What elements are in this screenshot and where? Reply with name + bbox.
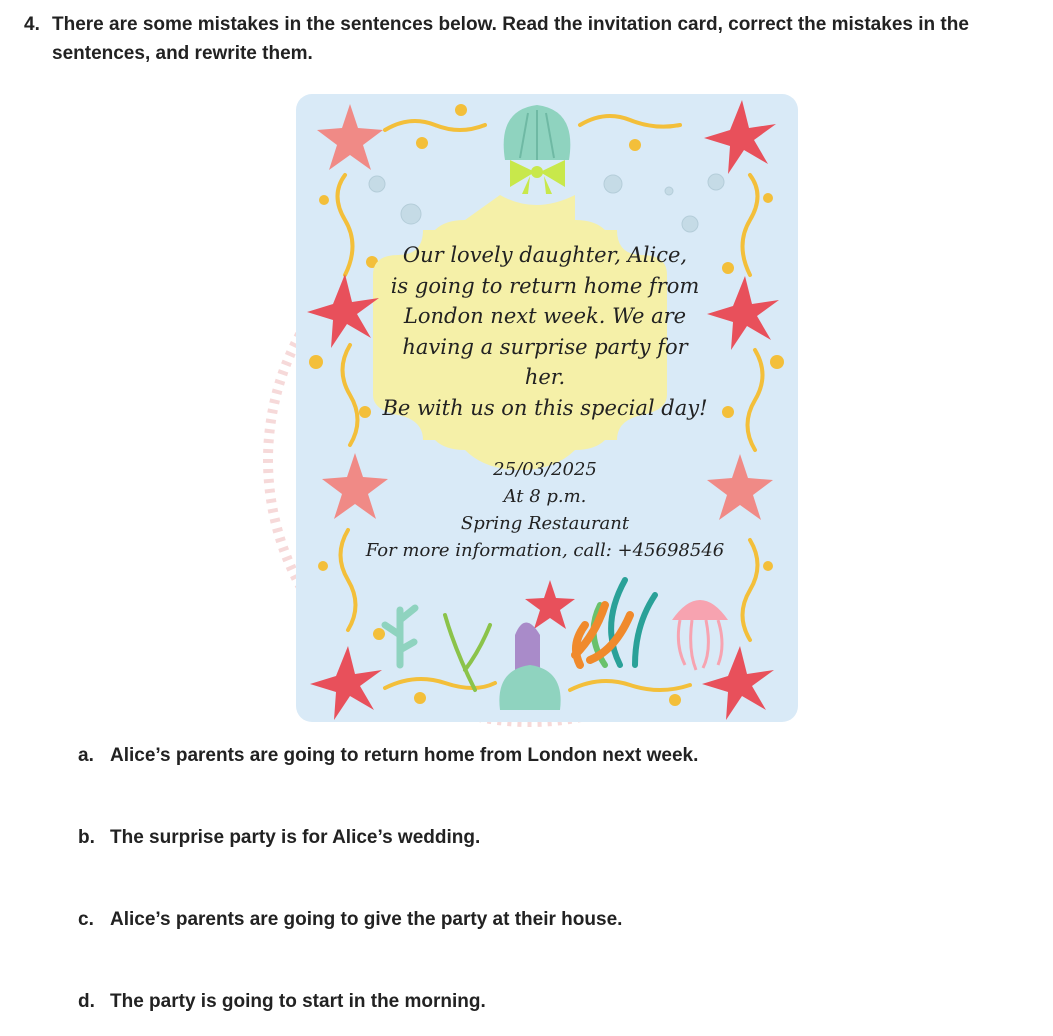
question-b <box>78 827 480 849</box>
invitation-details <box>345 456 745 564</box>
event-place: Spring Restaurant <box>460 513 630 534</box>
question-a <box>78 745 698 767</box>
question-letter: d. <box>78 991 95 1012</box>
message-line: London next week. We are <box>403 304 687 328</box>
question-text: Alice’s parents are going to return home from London next week. <box>110 745 699 766</box>
message-line: is going to return home from <box>390 273 700 298</box>
message-line: having a surprise party for her. <box>402 334 688 389</box>
invitation-message <box>380 240 710 423</box>
question-d <box>78 991 486 1013</box>
message-line: Be with us on this special day! <box>382 395 708 420</box>
instruction-text: There are some mistakes in the sentences below. Read the invitation card, correct the mistakes in the sentences, and rewrite them. <box>52 14 969 64</box>
event-time: At 8 p.m. <box>503 486 587 507</box>
question-letter: a. <box>78 745 94 766</box>
question-letter: b. <box>78 827 95 848</box>
message-line: Our lovely daughter, Alice, <box>402 243 688 267</box>
question-text: The surprise party is for Alice’s wedding. <box>110 827 481 848</box>
question-c <box>78 909 622 931</box>
question-text: The party is going to start in the morning. <box>110 991 486 1012</box>
event-date: 25/03/2025 <box>493 459 597 480</box>
exercise-number: 4. <box>24 14 40 35</box>
question-text: Alice’s parents are going to give the party at their house. <box>110 909 623 930</box>
event-contact: For more information, call: +45698546 <box>365 540 725 561</box>
question-letter: c. <box>78 909 94 930</box>
